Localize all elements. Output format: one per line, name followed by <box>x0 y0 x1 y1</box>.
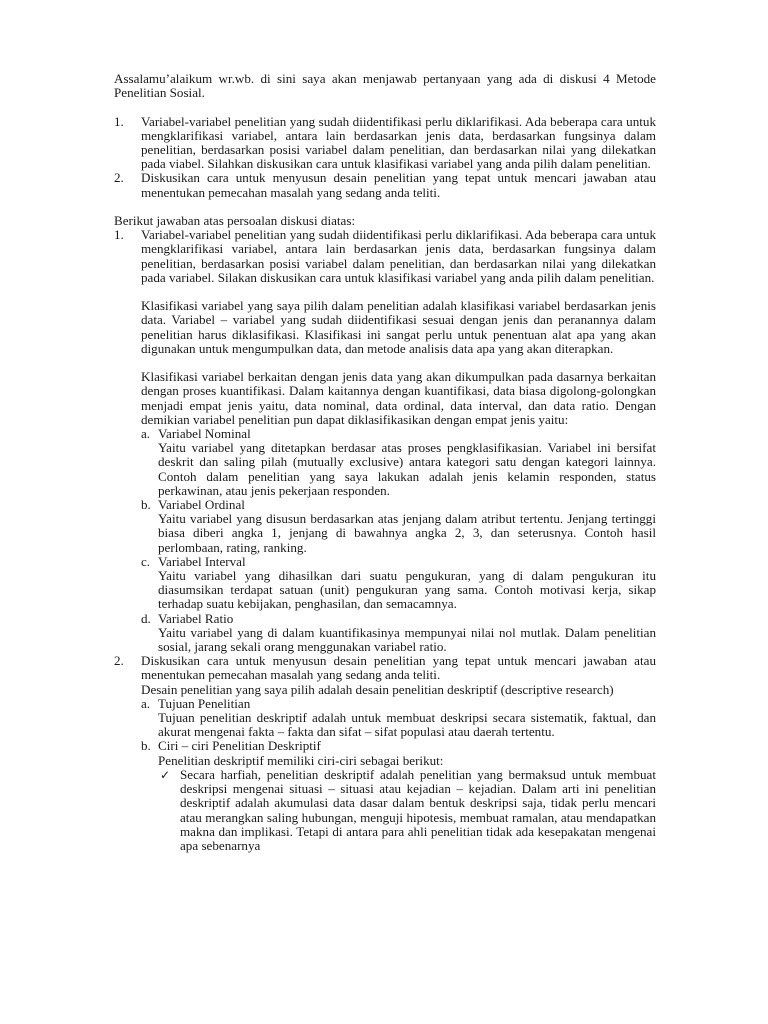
question-2 <box>114 171 656 199</box>
list-letter: a. <box>141 426 151 442</box>
item-title: Variabel Ordinal <box>158 497 245 513</box>
answers-heading: Berikut jawaban atas persoalan diskusi diatas: <box>114 213 356 228</box>
list-number: 1. <box>114 113 124 129</box>
question-1 <box>114 115 656 172</box>
item-text: Yaitu variabel yang di dalam kuantifikasinya mempunyai nilai nol mutlak. Dalam penelitian sosial, jarang sekali orang menggunakan variabel ratio. <box>158 624 656 655</box>
document-page <box>114 72 656 853</box>
list-number: 2. <box>114 170 124 186</box>
check-mark-icon: ✓ <box>160 767 171 782</box>
item-text: Yaitu variabel yang dihasilkan dari suatu pengukuran, yang di dalam pengukuran itu diasumsikan terdapat satuan (unit) pengukuran yang sama. Contoh motivasi kerja, sikap terhadap suatu kebijakan, penghasilan, dan semacamnya. <box>158 568 656 612</box>
list-item <box>114 612 656 626</box>
answer-paragraph: Klasifikasi variabel berkaitan dengan jenis data yang akan dikumpulkan pada dasarnya berkaitan dengan proses kuantifikasi. Dalam kaitannya dengan kuantifikasi, data biasa digolong-golongkan menjadi empat jenis yaitu, data nominal, data ordinal, data interval, dan data ratio. Dengan demikian variabel penelitian pun dapat diklasifikasikan dengan empat jenis yaitu: <box>141 369 656 427</box>
answer-paragraph: Klasifikasi variabel yang saya pilih dalam penelitian adalah klasifikasi variabel berdasarkan jenis data. Variabel – variabel yang sudah diidentifikasi sesuai dengan jenis dan peranannya dalam penelitian harus diklasifikasi. Klasifikasi ini sangat perlu untuk penentuan alat apa yang akan digunakan untuk mengumpulkan data, dan metode analisis data apa yang akan diterapkan. <box>141 298 656 356</box>
answer-2 <box>114 654 656 682</box>
list-item <box>114 555 656 569</box>
list-item <box>114 697 656 711</box>
answer-1 <box>114 228 656 285</box>
item-text: Yaitu variabel yang disusun berdasarkan atas jenjang dalam atribut tertentu. Jenjang tertinggi biasa diberi angka 1, jenjang di bawahnya angka 2, 3, dan seterusnya. Contoh hasil perlombaan, rating, ranking. <box>158 511 656 555</box>
answer-question-text: Variabel-variabel penelitian yang sudah diidentifikasi perlu diklarifikasi. Ada beberapa cara untuk mengklarifikasi variabel, antara lain berdasarkan jenis data, berdasarkan fungsinya dalam penelitian, berdasarkan posisi variabel dalam penelitian, dan berdasarkan nilai yang dilekatkan pada variabel. Silakan diskusikan cara untuk klasifikasi variabel yang anda pilih dalam penelitian. <box>141 227 656 285</box>
checklist-text: Secara harfiah, penelitian deskriptif adalah penelitian yang bermaksud untuk membuat deskripsi mengenai situasi – situasi atau kejadian – kejadian. Dalam arti ini penelitian deskriptif adalah akumulasi data dasar dalam bentuk deskripsi saja, tidak perlu mencari atau merangkan saling hubungan, menguji hipotesis, membuat ramalan, atau mendapatkan makna dan implikasi. Tetapi di antara para ahli penelitian tidak ada kesepakatan mengenai apa sebenarnya <box>180 766 656 853</box>
answer-paragraph: Desain penelitian yang saya pilih adalah desain penelitian deskriptif (descriptive research) <box>141 681 614 697</box>
item-title: Variabel Ratio <box>158 610 234 626</box>
list-item <box>114 427 656 441</box>
list-item <box>114 498 656 512</box>
answer-question-text: Diskusikan cara untuk menyusun desain penelitian yang tepat untuk mencari jawaban atau menentukan pemecahan masalah yang sedang anda teliti. <box>141 653 656 683</box>
checklist-item <box>114 768 656 853</box>
list-letter: c. <box>141 553 151 569</box>
list-item <box>114 739 656 753</box>
list-letter: b. <box>141 497 151 513</box>
list-number: 1. <box>114 227 124 243</box>
item-title: Ciri – ciri Penelitian Deskriptif <box>158 738 321 754</box>
item-text: Tujuan penelitian deskriptif adalah untuk membuat deskripsi secara sistematik, faktual, dan akurat mengenai fakta – fakta dan sifat – sifat populasi atau daerah tertentu. <box>158 710 656 740</box>
list-letter: b. <box>141 738 151 754</box>
intro-paragraph: Assalamu’alaikum wr.wb. di sini saya akan menjawab pertanyaan yang ada di diskusi 4 Metode Penelitian Sosial. <box>114 71 656 101</box>
item-text: Penelitian deskriptif memiliki ciri-ciri sebagai berikut: <box>158 752 444 768</box>
list-number: 2. <box>114 653 124 669</box>
item-title: Tujuan Penelitian <box>158 695 251 711</box>
question-text: Diskusikan cara untuk menyusun desain penelitian yang tepat untuk mencari jawaban atau menentukan pemecahan masalah yang sedang anda teliti. <box>141 170 656 200</box>
list-letter: a. <box>141 695 151 711</box>
question-text: Variabel-variabel penelitian yang sudah diidentifikasi perlu diklarifikasi. Ada beberapa cara untuk mengklarifikasi variabel, antara lain berdasarkan jenis data, berdasarkan fungsinya dalam penelitian, berdasarkan posisi variabel dalam penelitian, dan berdasarkan nilai yang dilekatkan pada viabel. Silahkan diskusikan cara untuk klasifikasi variabel yang anda pilih dalam penelitian. <box>141 113 656 172</box>
list-letter: d. <box>141 610 151 626</box>
item-title: Variabel Nominal <box>158 426 251 442</box>
item-title: Variabel Interval <box>158 553 246 569</box>
item-text: Yaitu variabel yang ditetapkan berdasar atas proses pengklasifikasian. Variabel ini bersifat deskrit dan saling pilah (mutually exclusive) antara kategori satu dengan kategori lainnya. Contoh dalam penelitian yang saya lakukan adalah jenis kelamin responden, status perkawinan, atau jenis pekerjaan responden. <box>158 440 656 498</box>
